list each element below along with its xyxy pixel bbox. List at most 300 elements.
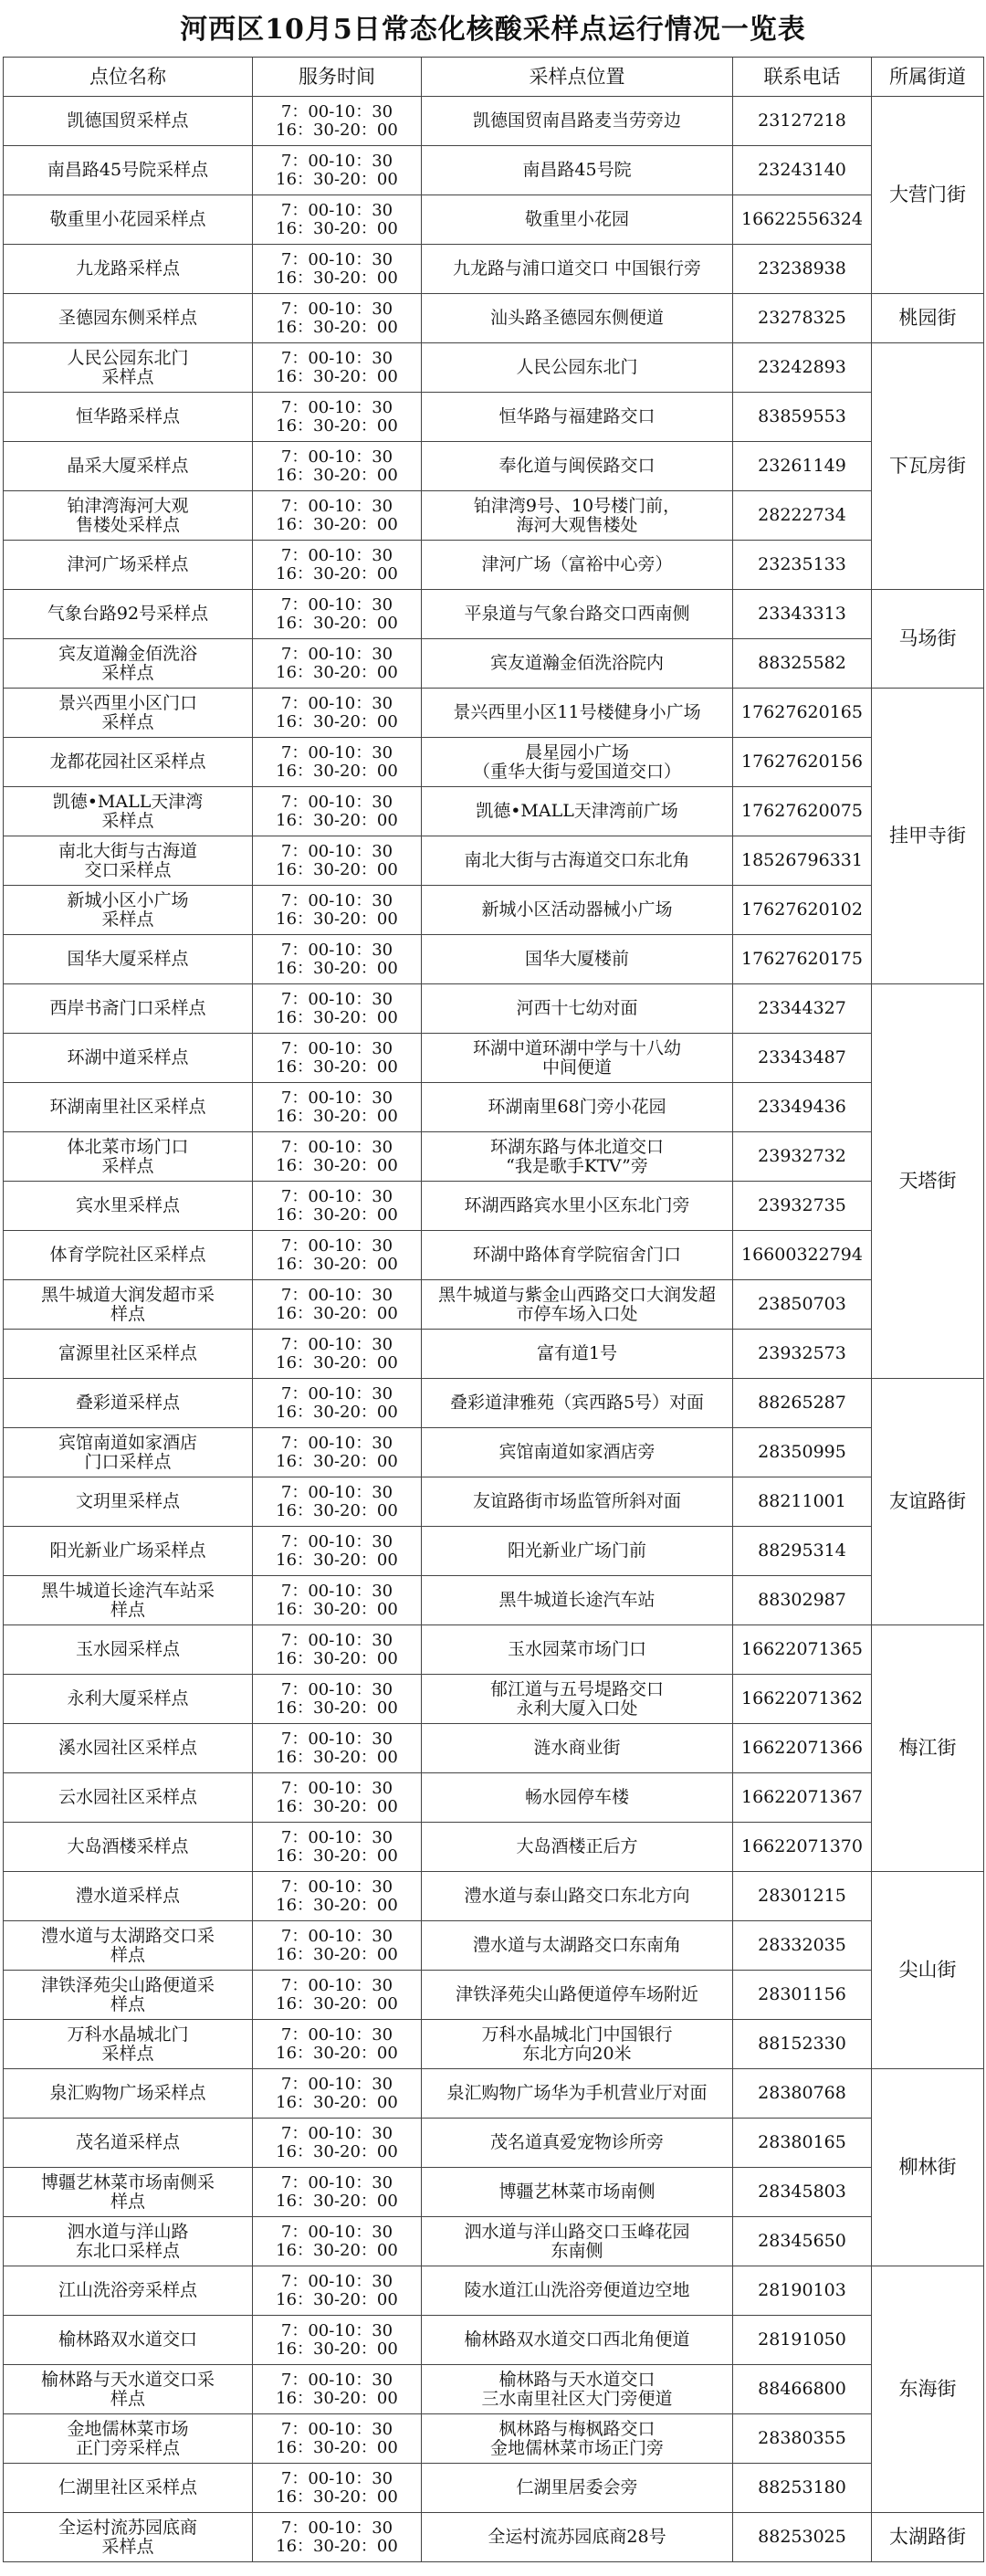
cell-line: 采样点 xyxy=(101,711,154,732)
site-name-cell xyxy=(4,886,253,935)
cell-line: 环湖南里68门旁小花园 xyxy=(488,1097,666,1117)
cell-line: 16：30-20：00 xyxy=(276,2092,398,2112)
cell-line: 16：30-20：00 xyxy=(276,1500,398,1520)
cell-line: 16：30-20：00 xyxy=(276,2191,398,2211)
table-row xyxy=(4,787,984,836)
service-time-cell xyxy=(253,1724,422,1773)
cell-line: 河西十七幼对面 xyxy=(516,998,638,1018)
header-location: 采样点位置 xyxy=(422,58,733,97)
cell-line: 云水园社区采样点 xyxy=(58,1787,197,1807)
phone-cell: 28332035 xyxy=(733,1921,872,1971)
phone-cell: 28380355 xyxy=(733,2414,872,2464)
service-time-cell xyxy=(253,1231,422,1280)
cell-line: 新城小区小广场 xyxy=(67,889,189,910)
service-time-cell xyxy=(253,2069,422,2119)
cell-line: 16：30-20：00 xyxy=(276,120,398,140)
cell-line: 圣德园东侧采样点 xyxy=(58,308,197,328)
site-name-cell xyxy=(4,1724,253,1773)
cell-line: 榆林路双水道交口西北角便道 xyxy=(464,2329,690,2350)
cell-line: 16：30-20：00 xyxy=(276,1895,398,1915)
cell-line: 友谊路街市场监管所斜对面 xyxy=(472,1491,681,1511)
cell-line: 7：00-10：30 xyxy=(280,2074,393,2094)
cell-line: 16：30-20：00 xyxy=(276,909,398,929)
service-time-cell xyxy=(253,1576,422,1625)
phone-cell: 28345803 xyxy=(733,2168,872,2217)
phone-cell: 23932573 xyxy=(733,1330,872,1379)
phone-cell: 88253180 xyxy=(733,2464,872,2513)
cell-line: 泗水道与洋山路交口玉峰花园 xyxy=(464,2221,690,2242)
cell-line: 津铁泽苑尖山路便道采 xyxy=(40,1974,215,1995)
cell-line: 7：00-10：30 xyxy=(280,841,393,861)
site-name-cell xyxy=(4,1872,253,1921)
table-row xyxy=(4,1034,984,1083)
cell-line: 7：00-10：30 xyxy=(280,249,393,269)
table-row xyxy=(4,1921,984,1971)
site-name-cell xyxy=(4,1330,253,1379)
phone-cell: 23242893 xyxy=(733,343,872,393)
cell-line: 7：00-10：30 xyxy=(280,1334,393,1354)
cell-line: 16：30-20：00 xyxy=(276,218,398,238)
cell-line: 16：30-20：00 xyxy=(276,1352,398,1372)
location-cell xyxy=(422,245,733,294)
cell-line: 阳光新业广场门前 xyxy=(507,1540,646,1561)
cell-line: 样点 xyxy=(110,1944,145,1965)
cell-line: 7：00-10：30 xyxy=(280,299,393,319)
cell-line: 大岛酒楼正后方 xyxy=(516,1836,638,1856)
service-time-cell xyxy=(253,590,422,639)
site-name-cell xyxy=(4,1132,253,1182)
cell-line: 海河大观售楼处 xyxy=(516,514,638,535)
site-name-cell xyxy=(4,97,253,146)
cell-line: 7：00-10：30 xyxy=(280,1383,393,1404)
cell-line: 16：30-20：00 xyxy=(276,1845,398,1866)
table-header-row xyxy=(4,58,984,97)
cell-line: 环湖西路宾水里小区东北门旁 xyxy=(464,1195,690,1215)
cell-line: 16：30-20：00 xyxy=(276,1254,398,1274)
cell-line: 凯德国贸南昌路麦当劳旁边 xyxy=(472,110,681,131)
service-time-cell xyxy=(253,2217,422,2266)
cell-line: 东南侧 xyxy=(551,2240,603,2261)
service-time-cell xyxy=(253,836,422,886)
cell-line: 7：00-10：30 xyxy=(280,1285,393,1305)
table-row xyxy=(4,984,984,1034)
cell-line: 采样点 xyxy=(101,810,154,831)
table-row xyxy=(4,1083,984,1132)
cell-line: 泉汇购物广场华为手机营业厅对面 xyxy=(446,2083,708,2103)
site-name-cell xyxy=(4,195,253,245)
site-name-cell xyxy=(4,935,253,984)
phone-cell: 28301156 xyxy=(733,1971,872,2020)
cell-line: 体育学院社区采样点 xyxy=(49,1245,206,1265)
cell-line: 津河广场采样点 xyxy=(67,554,189,574)
location-cell xyxy=(422,1083,733,1132)
location-cell xyxy=(422,1773,733,1823)
table-row xyxy=(4,294,984,343)
location-cell xyxy=(422,1477,733,1527)
cell-line: 凯德•MALL天津湾 xyxy=(52,791,204,812)
site-name-cell xyxy=(4,1428,253,1477)
site-name-cell xyxy=(4,1280,253,1330)
cell-line: 7：00-10：30 xyxy=(280,2271,393,2291)
location-cell xyxy=(422,541,733,590)
cell-line: 7：00-10：30 xyxy=(280,693,393,713)
cell-line: 晨星园小广场 xyxy=(524,741,629,762)
cell-line: 7：00-10：30 xyxy=(280,1926,393,1946)
cell-line: 16：30-20：00 xyxy=(276,169,398,189)
cell-line: 榆林路与天水道交口 xyxy=(498,2369,656,2390)
cell-line: 万科水晶城北门 xyxy=(67,2024,189,2045)
table-row xyxy=(4,1773,984,1823)
header-site-name: 点位名称 xyxy=(4,58,253,97)
site-name-cell xyxy=(4,1576,253,1625)
service-time-cell xyxy=(253,2414,422,2464)
cell-line: 售楼处采样点 xyxy=(75,514,180,535)
cell-line: 仁湖里社区采样点 xyxy=(58,2477,197,2497)
street-cell: 下瓦房街 xyxy=(872,343,984,590)
phone-cell: 16622071366 xyxy=(733,1724,872,1773)
phone-cell: 23238938 xyxy=(733,245,872,294)
table-row xyxy=(4,836,984,886)
cell-line: 东北口采样点 xyxy=(75,2240,180,2261)
cell-line: 津河广场（富裕中心旁） xyxy=(481,554,673,574)
cell-line: 门口采样点 xyxy=(84,1451,172,1472)
site-name-cell xyxy=(4,2414,253,2464)
location-cell xyxy=(422,97,733,146)
cell-line: 宾友道瀚金佰洗浴 xyxy=(58,643,197,664)
cell-line: 7：00-10：30 xyxy=(280,2123,393,2143)
location-cell xyxy=(422,2464,733,2513)
service-time-cell xyxy=(253,935,422,984)
phone-cell: 88253025 xyxy=(733,2513,872,2562)
cell-line: （重华大街与爱国道交口） xyxy=(472,761,681,782)
table-row xyxy=(4,2119,984,2168)
cell-line: 市停车场入口处 xyxy=(516,1303,638,1324)
service-time-cell xyxy=(253,2464,422,2513)
location-cell xyxy=(422,886,733,935)
location-cell xyxy=(422,2513,733,2562)
service-time-cell xyxy=(253,1477,422,1527)
street-cell: 柳林街 xyxy=(872,2069,984,2266)
cell-line: 采样点 xyxy=(101,366,154,387)
table-row xyxy=(4,2217,984,2266)
phone-cell: 83859553 xyxy=(733,393,872,442)
cell-line: 交口采样点 xyxy=(84,859,172,880)
service-time-cell xyxy=(253,1527,422,1576)
cell-line: 环湖东路与体北道交口 xyxy=(489,1136,664,1157)
phone-cell: 23278325 xyxy=(733,294,872,343)
table-row xyxy=(4,1379,984,1428)
location-cell xyxy=(422,393,733,442)
cell-line: 7：00-10：30 xyxy=(280,1581,393,1601)
cell-line: 样点 xyxy=(110,1599,145,1620)
location-cell xyxy=(422,1428,733,1477)
cell-line: 采样点 xyxy=(101,662,154,683)
site-name-cell xyxy=(4,689,253,738)
table-row xyxy=(4,541,984,590)
service-time-cell xyxy=(253,2513,422,2562)
cell-line: 16：30-20：00 xyxy=(276,2289,398,2309)
table-row xyxy=(4,1625,984,1675)
cell-line: 宾水里采样点 xyxy=(75,1195,180,1215)
cell-line: 7：00-10：30 xyxy=(280,2172,393,2192)
site-name-cell xyxy=(4,2266,253,2316)
cell-line: 7：00-10：30 xyxy=(280,1482,393,1502)
table-row xyxy=(4,886,984,935)
location-cell xyxy=(422,1132,733,1182)
cell-line: 16：30-20：00 xyxy=(276,1204,398,1225)
location-cell xyxy=(422,2217,733,2266)
cell-line: 7：00-10：30 xyxy=(280,2419,393,2439)
cell-line: 7：00-10：30 xyxy=(280,447,393,467)
cell-line: 宾馆南道如家酒店旁 xyxy=(498,1442,656,1462)
cell-line: 7：00-10：30 xyxy=(280,792,393,812)
cell-line: 16：30-20：00 xyxy=(276,1796,398,1816)
service-time-cell xyxy=(253,343,422,393)
table-row xyxy=(4,1872,984,1921)
cell-line: 中间便道 xyxy=(541,1057,612,1078)
service-time-cell xyxy=(253,294,422,343)
cell-line: 玉水园菜市场门口 xyxy=(507,1639,646,1659)
cell-line: 16：30-20：00 xyxy=(276,2388,398,2408)
site-name-cell xyxy=(4,1231,253,1280)
cell-line: 永利大厦采样点 xyxy=(67,1688,189,1709)
cell-line: 16：30-20：00 xyxy=(276,514,398,534)
site-name-cell xyxy=(4,2069,253,2119)
service-time-cell xyxy=(253,146,422,195)
site-name-cell xyxy=(4,442,253,491)
street-cell: 尖山街 xyxy=(872,1872,984,2069)
cell-line: 样点 xyxy=(110,1303,145,1324)
cell-line: 津铁泽苑尖山路便道停车场附近 xyxy=(455,1984,698,2004)
table-row xyxy=(4,491,984,541)
location-cell xyxy=(422,1625,733,1675)
cell-line: 黑牛城道大润发超市采 xyxy=(40,1284,215,1305)
site-name-cell xyxy=(4,787,253,836)
table-row xyxy=(4,146,984,195)
service-time-cell xyxy=(253,1428,422,1477)
cell-line: 7：00-10：30 xyxy=(280,594,393,615)
site-name-cell xyxy=(4,491,253,541)
location-cell xyxy=(422,2119,733,2168)
site-name-cell xyxy=(4,1034,253,1083)
location-cell xyxy=(422,787,733,836)
cell-line: 南北大街与古海道交口东北角 xyxy=(464,850,690,870)
street-cell: 东海街 xyxy=(872,2266,984,2513)
site-name-cell xyxy=(4,2464,253,2513)
site-name-cell xyxy=(4,2316,253,2365)
service-time-cell xyxy=(253,1132,422,1182)
cell-line: 正门旁采样点 xyxy=(75,2437,180,2458)
cell-line: 16：30-20：00 xyxy=(276,810,398,830)
cell-line: 博疆艺林菜市场南侧 xyxy=(498,2182,656,2202)
cell-line: 16：30-20：00 xyxy=(276,711,398,731)
cell-line: 7：00-10：30 xyxy=(280,1433,393,1453)
cell-line: 涟水商业街 xyxy=(533,1738,621,1758)
street-cell: 桃园街 xyxy=(872,294,984,343)
location-cell xyxy=(422,1280,733,1330)
phone-cell: 28380768 xyxy=(733,2069,872,2119)
cell-line: 凯德•MALL天津湾前广场 xyxy=(476,801,678,821)
cell-line: 环湖中道采样点 xyxy=(67,1047,189,1067)
street-cell: 大营门街 xyxy=(872,97,984,294)
location-cell xyxy=(422,1971,733,2020)
location-cell xyxy=(422,2069,733,2119)
site-name-cell xyxy=(4,1379,253,1428)
cell-line: 三水南里社区大门旁便道 xyxy=(481,2388,673,2409)
location-cell xyxy=(422,2365,733,2414)
cell-line: 7：00-10：30 xyxy=(280,151,393,171)
street-cell: 太湖路街 xyxy=(872,2513,984,2562)
cell-line: 16：30-20：00 xyxy=(276,613,398,633)
service-time-cell xyxy=(253,689,422,738)
location-cell xyxy=(422,590,733,639)
location-cell xyxy=(422,146,733,195)
service-time-cell xyxy=(253,2020,422,2069)
cell-line: 采样点 xyxy=(101,2043,154,2064)
site-name-cell xyxy=(4,2119,253,2168)
cell-line: 新城小区活动器械小广场 xyxy=(481,899,673,920)
cell-line: 环湖南里社区采样点 xyxy=(49,1097,206,1117)
phone-cell: 28191050 xyxy=(733,2316,872,2365)
cell-line: 富源里社区采样点 xyxy=(58,1343,197,1363)
cell-line: 7：00-10：30 xyxy=(280,1729,393,1749)
service-time-cell xyxy=(253,97,422,146)
table-row xyxy=(4,1428,984,1477)
service-time-cell xyxy=(253,393,422,442)
table-row xyxy=(4,639,984,689)
site-name-cell xyxy=(4,343,253,393)
cell-line: 全运村流苏园底商28号 xyxy=(488,2527,666,2547)
cell-line: “我是歌手KTV”旁 xyxy=(506,1155,648,1176)
cell-line: 16：30-20：00 xyxy=(276,1944,398,1964)
site-name-cell xyxy=(4,393,253,442)
location-cell xyxy=(422,1379,733,1428)
cell-line: 16：30-20：00 xyxy=(276,662,398,682)
cell-line: 奉化道与闽侯路交口 xyxy=(498,456,656,476)
phone-cell: 28380165 xyxy=(733,2119,872,2168)
location-cell xyxy=(422,2316,733,2365)
site-name-cell xyxy=(4,1971,253,2020)
site-name-cell xyxy=(4,639,253,689)
cell-line: 枫林路与梅枫路交口 xyxy=(498,2418,656,2439)
cell-line: 大岛酒楼采样点 xyxy=(67,1836,189,1856)
phone-cell: 88152330 xyxy=(733,2020,872,2069)
cell-line: 南昌路45号院 xyxy=(522,160,632,180)
location-cell xyxy=(422,639,733,689)
table-row xyxy=(4,393,984,442)
cell-line: 样点 xyxy=(110,1993,145,2014)
site-name-cell xyxy=(4,1477,253,1527)
table-row xyxy=(4,2414,984,2464)
service-time-cell xyxy=(253,639,422,689)
cell-line: 澧水道与太湖路交口东南角 xyxy=(472,1935,681,1955)
phone-cell: 23243140 xyxy=(733,146,872,195)
service-time-cell xyxy=(253,2119,422,2168)
cell-line: 九龙路采样点 xyxy=(75,258,180,279)
cell-line: 畅水园停车楼 xyxy=(524,1787,629,1807)
cell-line: 郁江道与五号堤路交口 xyxy=(489,1678,664,1699)
cell-line: 万科水晶城北门中国银行 xyxy=(481,2024,673,2045)
cell-line: 7：00-10：30 xyxy=(280,1531,393,1551)
cell-line: 样点 xyxy=(110,2388,145,2409)
location-cell xyxy=(422,1724,733,1773)
site-name-cell xyxy=(4,541,253,590)
cell-line: 7：00-10：30 xyxy=(280,890,393,910)
cell-line: 溪水园社区采样点 xyxy=(58,1738,197,1758)
cell-line: 环湖中路体育学院宿舍门口 xyxy=(472,1245,681,1265)
phone-cell: 28350995 xyxy=(733,1428,872,1477)
cell-line: 江山洗浴旁采样点 xyxy=(58,2280,197,2300)
location-cell xyxy=(422,491,733,541)
cell-line: 气象台路92号采样点 xyxy=(47,604,209,624)
phone-cell: 16622071365 xyxy=(733,1625,872,1675)
cell-line: 金地儒林菜市场正门旁 xyxy=(489,2437,664,2458)
cell-line: 阳光新业广场采样点 xyxy=(49,1540,206,1561)
site-name-cell xyxy=(4,1675,253,1724)
service-time-cell xyxy=(253,1330,422,1379)
cell-line: 人民公园东北门 xyxy=(516,357,638,377)
table-row xyxy=(4,1280,984,1330)
cell-line: 16：30-20：00 xyxy=(276,2043,398,2063)
location-cell xyxy=(422,294,733,343)
phone-cell: 23261149 xyxy=(733,442,872,491)
cell-line: 泉汇购物广场采样点 xyxy=(49,2083,206,2103)
cell-line: 16：30-20：00 xyxy=(276,2240,398,2260)
cell-line: 7：00-10：30 xyxy=(280,1630,393,1650)
phone-cell: 23344327 xyxy=(733,984,872,1034)
phone-cell: 28222734 xyxy=(733,491,872,541)
cell-line: 16：30-20：00 xyxy=(276,2487,398,2507)
table-row xyxy=(4,1182,984,1231)
cell-line: 16：30-20：00 xyxy=(276,1648,398,1668)
table-row xyxy=(4,195,984,245)
service-time-cell xyxy=(253,245,422,294)
cell-line: 7：00-10：30 xyxy=(280,1975,393,1995)
table-row xyxy=(4,2316,984,2365)
sampling-sites-table xyxy=(3,57,984,2562)
phone-cell: 23932735 xyxy=(733,1182,872,1231)
cell-line: 文玥里采样点 xyxy=(75,1491,180,1511)
cell-line: 7：00-10：30 xyxy=(280,2370,393,2390)
phone-cell: 28301215 xyxy=(733,1872,872,1921)
cell-line: 玉水园采样点 xyxy=(75,1639,180,1659)
cell-line: 16：30-20：00 xyxy=(276,1155,398,1175)
service-time-cell xyxy=(253,1379,422,1428)
location-cell xyxy=(422,2168,733,2217)
table-row xyxy=(4,590,984,639)
cell-line: 7：00-10：30 xyxy=(280,1235,393,1256)
service-time-cell xyxy=(253,1872,422,1921)
location-cell xyxy=(422,984,733,1034)
cell-line: 晶采大厦采样点 xyxy=(67,456,189,476)
cell-line: 7：00-10：30 xyxy=(280,1679,393,1699)
cell-line: 16：30-20：00 xyxy=(276,1747,398,1767)
cell-line: 黑牛城道与紫金山西路交口大润发超 xyxy=(437,1284,716,1305)
table-row xyxy=(4,689,984,738)
service-time-cell xyxy=(253,491,422,541)
table-row xyxy=(4,1675,984,1724)
cell-line: 7：00-10：30 xyxy=(280,2222,393,2242)
phone-cell: 23127218 xyxy=(733,97,872,146)
table-row xyxy=(4,1527,984,1576)
cell-line: 16：30-20：00 xyxy=(276,1106,398,1126)
site-name-cell xyxy=(4,1182,253,1231)
table-body xyxy=(4,97,984,2562)
cell-line: 7：00-10：30 xyxy=(280,1137,393,1157)
cell-line: 7：00-10：30 xyxy=(280,1877,393,1897)
phone-cell: 23932732 xyxy=(733,1132,872,1182)
cell-line: 宾馆南道如家酒店 xyxy=(58,1432,197,1453)
